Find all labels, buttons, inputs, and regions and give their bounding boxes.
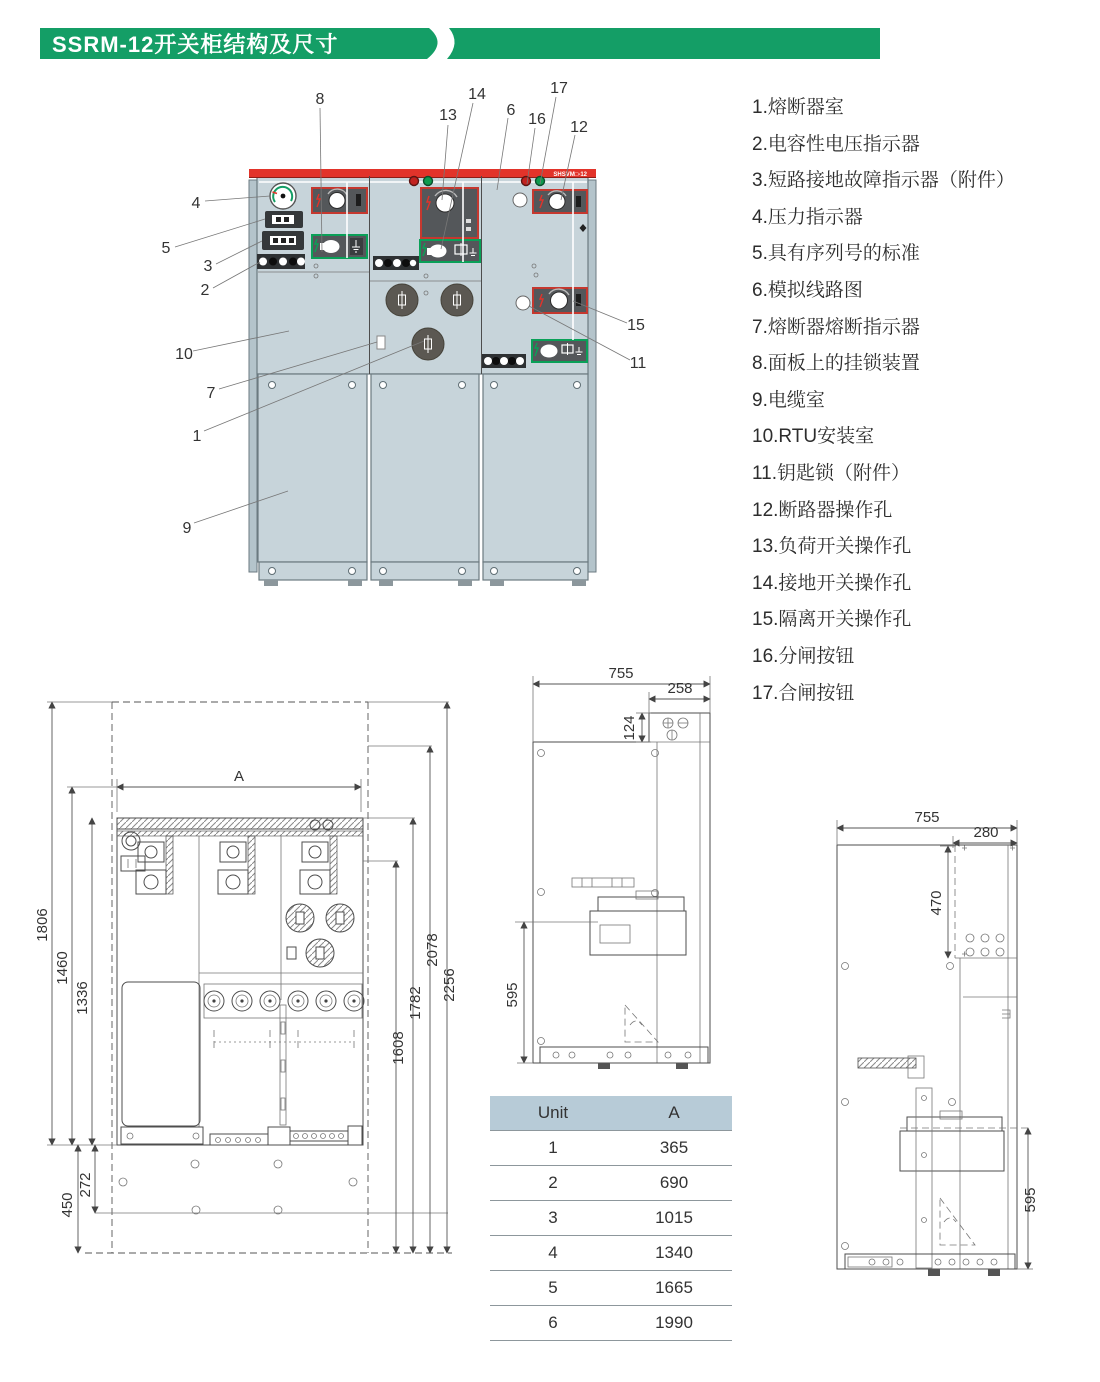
earthing-switch-panel-2 [420, 240, 480, 262]
breaker-panel-3 [533, 190, 587, 213]
dim-1336: 1336 [74, 981, 91, 1015]
dim-A: A [233, 768, 245, 785]
callout-13: 13 [439, 107, 457, 124]
outline-dashed [85, 702, 452, 1253]
dim-470: 470 [928, 890, 945, 916]
operation-hole [513, 193, 527, 207]
dimension-lines [34, 702, 458, 1253]
dim-450: 450 [59, 1192, 76, 1218]
base-plates [121, 1126, 362, 1145]
key-lock [516, 296, 530, 310]
section-dimension-drawing [35, 672, 480, 1272]
legend-item: 6.模拟线路图 [752, 279, 863, 301]
dim-124: 124 [621, 715, 638, 741]
front-view-diagram [140, 82, 660, 594]
callout-6: 6 [506, 102, 516, 119]
legend-item: 15.隔离开关操作孔 [752, 609, 912, 631]
callout-3: 3 [203, 258, 213, 275]
cell-a: 1015 [616, 1201, 732, 1236]
legend-item: 17.合闸按钮 [752, 682, 855, 704]
dim-272: 272 [77, 1172, 94, 1198]
cell-a: 690 [616, 1166, 732, 1201]
earthing-switch-panel-3 [532, 340, 587, 362]
callout-11: 11 [629, 355, 647, 372]
fault-indicator-display [262, 231, 304, 250]
cell-unit: 5 [490, 1271, 616, 1306]
dim-1460: 1460 [54, 951, 71, 985]
legend-panel [752, 90, 1092, 712]
callout-4: 4 [191, 195, 201, 212]
operating-mechanism [858, 1056, 1030, 1171]
callout-15: 15 [627, 317, 645, 334]
dim-755: 755 [914, 809, 940, 826]
legend-item: 8.面板上的挂锁装置 [752, 353, 920, 375]
bottom-details [540, 1005, 708, 1069]
dim-2256: 2256 [441, 968, 458, 1002]
capacitive-voltage-indicator-2 [373, 256, 419, 270]
cabinet-section [95, 818, 448, 1214]
callout-14: 14 [468, 86, 486, 103]
side-profile [515, 713, 710, 1069]
legend-item: 13.负荷开关操作孔 [752, 536, 912, 558]
dim-595: 595 [504, 982, 521, 1008]
top-operation-box [663, 718, 688, 740]
callout-7: 7 [206, 385, 216, 402]
cell-unit: 3 [490, 1201, 616, 1236]
switch-assemblies [136, 836, 337, 894]
legend-item: 3.短路接地故障指示器（附件） [752, 170, 1015, 192]
callout-2: 2 [200, 282, 210, 299]
dimension-lines [837, 809, 1039, 1269]
legend-item: 7.熔断器熔断指示器 [752, 316, 920, 338]
legend-item: 10.RTU安装室 [752, 426, 875, 448]
table-header-row [490, 1096, 732, 1131]
table-row [490, 1131, 732, 1166]
legend-item: 14.接地开关操作孔 [752, 572, 912, 594]
load-switch-panel-1 [312, 188, 367, 213]
cell-a: 365 [616, 1131, 732, 1166]
pressure-indicator [270, 183, 296, 209]
cell-a: 1990 [616, 1306, 732, 1341]
table-row [490, 1166, 732, 1201]
legend-list [752, 90, 1092, 712]
callout-12: 12 [570, 119, 588, 136]
legend-item: 1.熔断器室 [752, 97, 844, 118]
side-view-right [812, 802, 1100, 1362]
legend-item: 16.分闸按钮 [752, 645, 855, 667]
unit-dimension-table [490, 1096, 732, 1341]
cell-unit: 2 [490, 1166, 616, 1201]
callout-5: 5 [161, 240, 171, 257]
fuse-section [286, 904, 354, 967]
serial-number-display [265, 211, 303, 228]
table-row [490, 1201, 732, 1236]
operating-mechanism [515, 891, 686, 955]
legend-item: 11.钥匙锁（附件） [752, 462, 911, 484]
isolator-panel-3 [533, 288, 587, 313]
cable-bushings [204, 984, 364, 1052]
capacitive-voltage-indicator [257, 254, 305, 269]
dim-280: 280 [973, 824, 999, 841]
cable-entry-holes [962, 846, 1015, 957]
callout-17: 17 [550, 80, 568, 97]
dim-595: 595 [1022, 1187, 1039, 1213]
legend-item: 12.断路器操作孔 [752, 499, 893, 521]
callout-9: 9 [182, 520, 192, 537]
earthing-switch-panel-1 [312, 235, 367, 258]
vertical-member [916, 1088, 932, 1268]
callout-10: 10 [175, 346, 193, 363]
fuse-blown-indicator [377, 336, 385, 349]
cell-unit: 4 [490, 1236, 616, 1271]
side-view-left [483, 662, 745, 1082]
cell-a: 1340 [616, 1236, 732, 1271]
table-row [490, 1306, 732, 1341]
load-switch-panel-2 [421, 188, 478, 238]
cell-unit: 1 [490, 1131, 616, 1166]
bottom-details [845, 1198, 1015, 1276]
header-bar [40, 28, 880, 59]
legend-item: 2.电容性电压指示器 [752, 133, 920, 155]
legend-item: 5.具有序列号的标准 [752, 243, 920, 265]
cell-unit: 6 [490, 1306, 616, 1341]
cell-a: 1665 [616, 1271, 732, 1306]
col-header-unit: Unit [490, 1096, 616, 1131]
dim-1806: 1806 [34, 908, 51, 942]
dim-755: 755 [608, 665, 634, 682]
table-row [490, 1236, 732, 1271]
callout-16: 16 [528, 111, 546, 128]
foundation-bolts [119, 1160, 357, 1214]
dim-1608: 1608 [390, 1031, 407, 1065]
capacitive-voltage-indicator-3 [482, 354, 526, 368]
page-title: SSRM-12开关柜结构及尺寸 [52, 32, 339, 57]
legend-item: 4.压力指示器 [752, 206, 863, 228]
dimension-lines [504, 665, 710, 1063]
cable-compartment-doors [258, 374, 588, 586]
latch-icon [1002, 1010, 1010, 1018]
callout-8: 8 [315, 91, 325, 108]
callout-1: 1 [192, 428, 202, 445]
header-notch-icon [423, 28, 457, 59]
col-header-a: A [616, 1096, 732, 1131]
panel-screws [842, 963, 956, 1250]
dim-2078: 2078 [424, 933, 441, 967]
model-label: SHSVM□-12 [553, 172, 587, 178]
table-row [490, 1271, 732, 1306]
header-notch-shape [423, 28, 457, 59]
legend-item: 9.电缆室 [752, 389, 825, 411]
dim-258: 258 [667, 680, 693, 697]
dim-1782: 1782 [407, 986, 424, 1020]
